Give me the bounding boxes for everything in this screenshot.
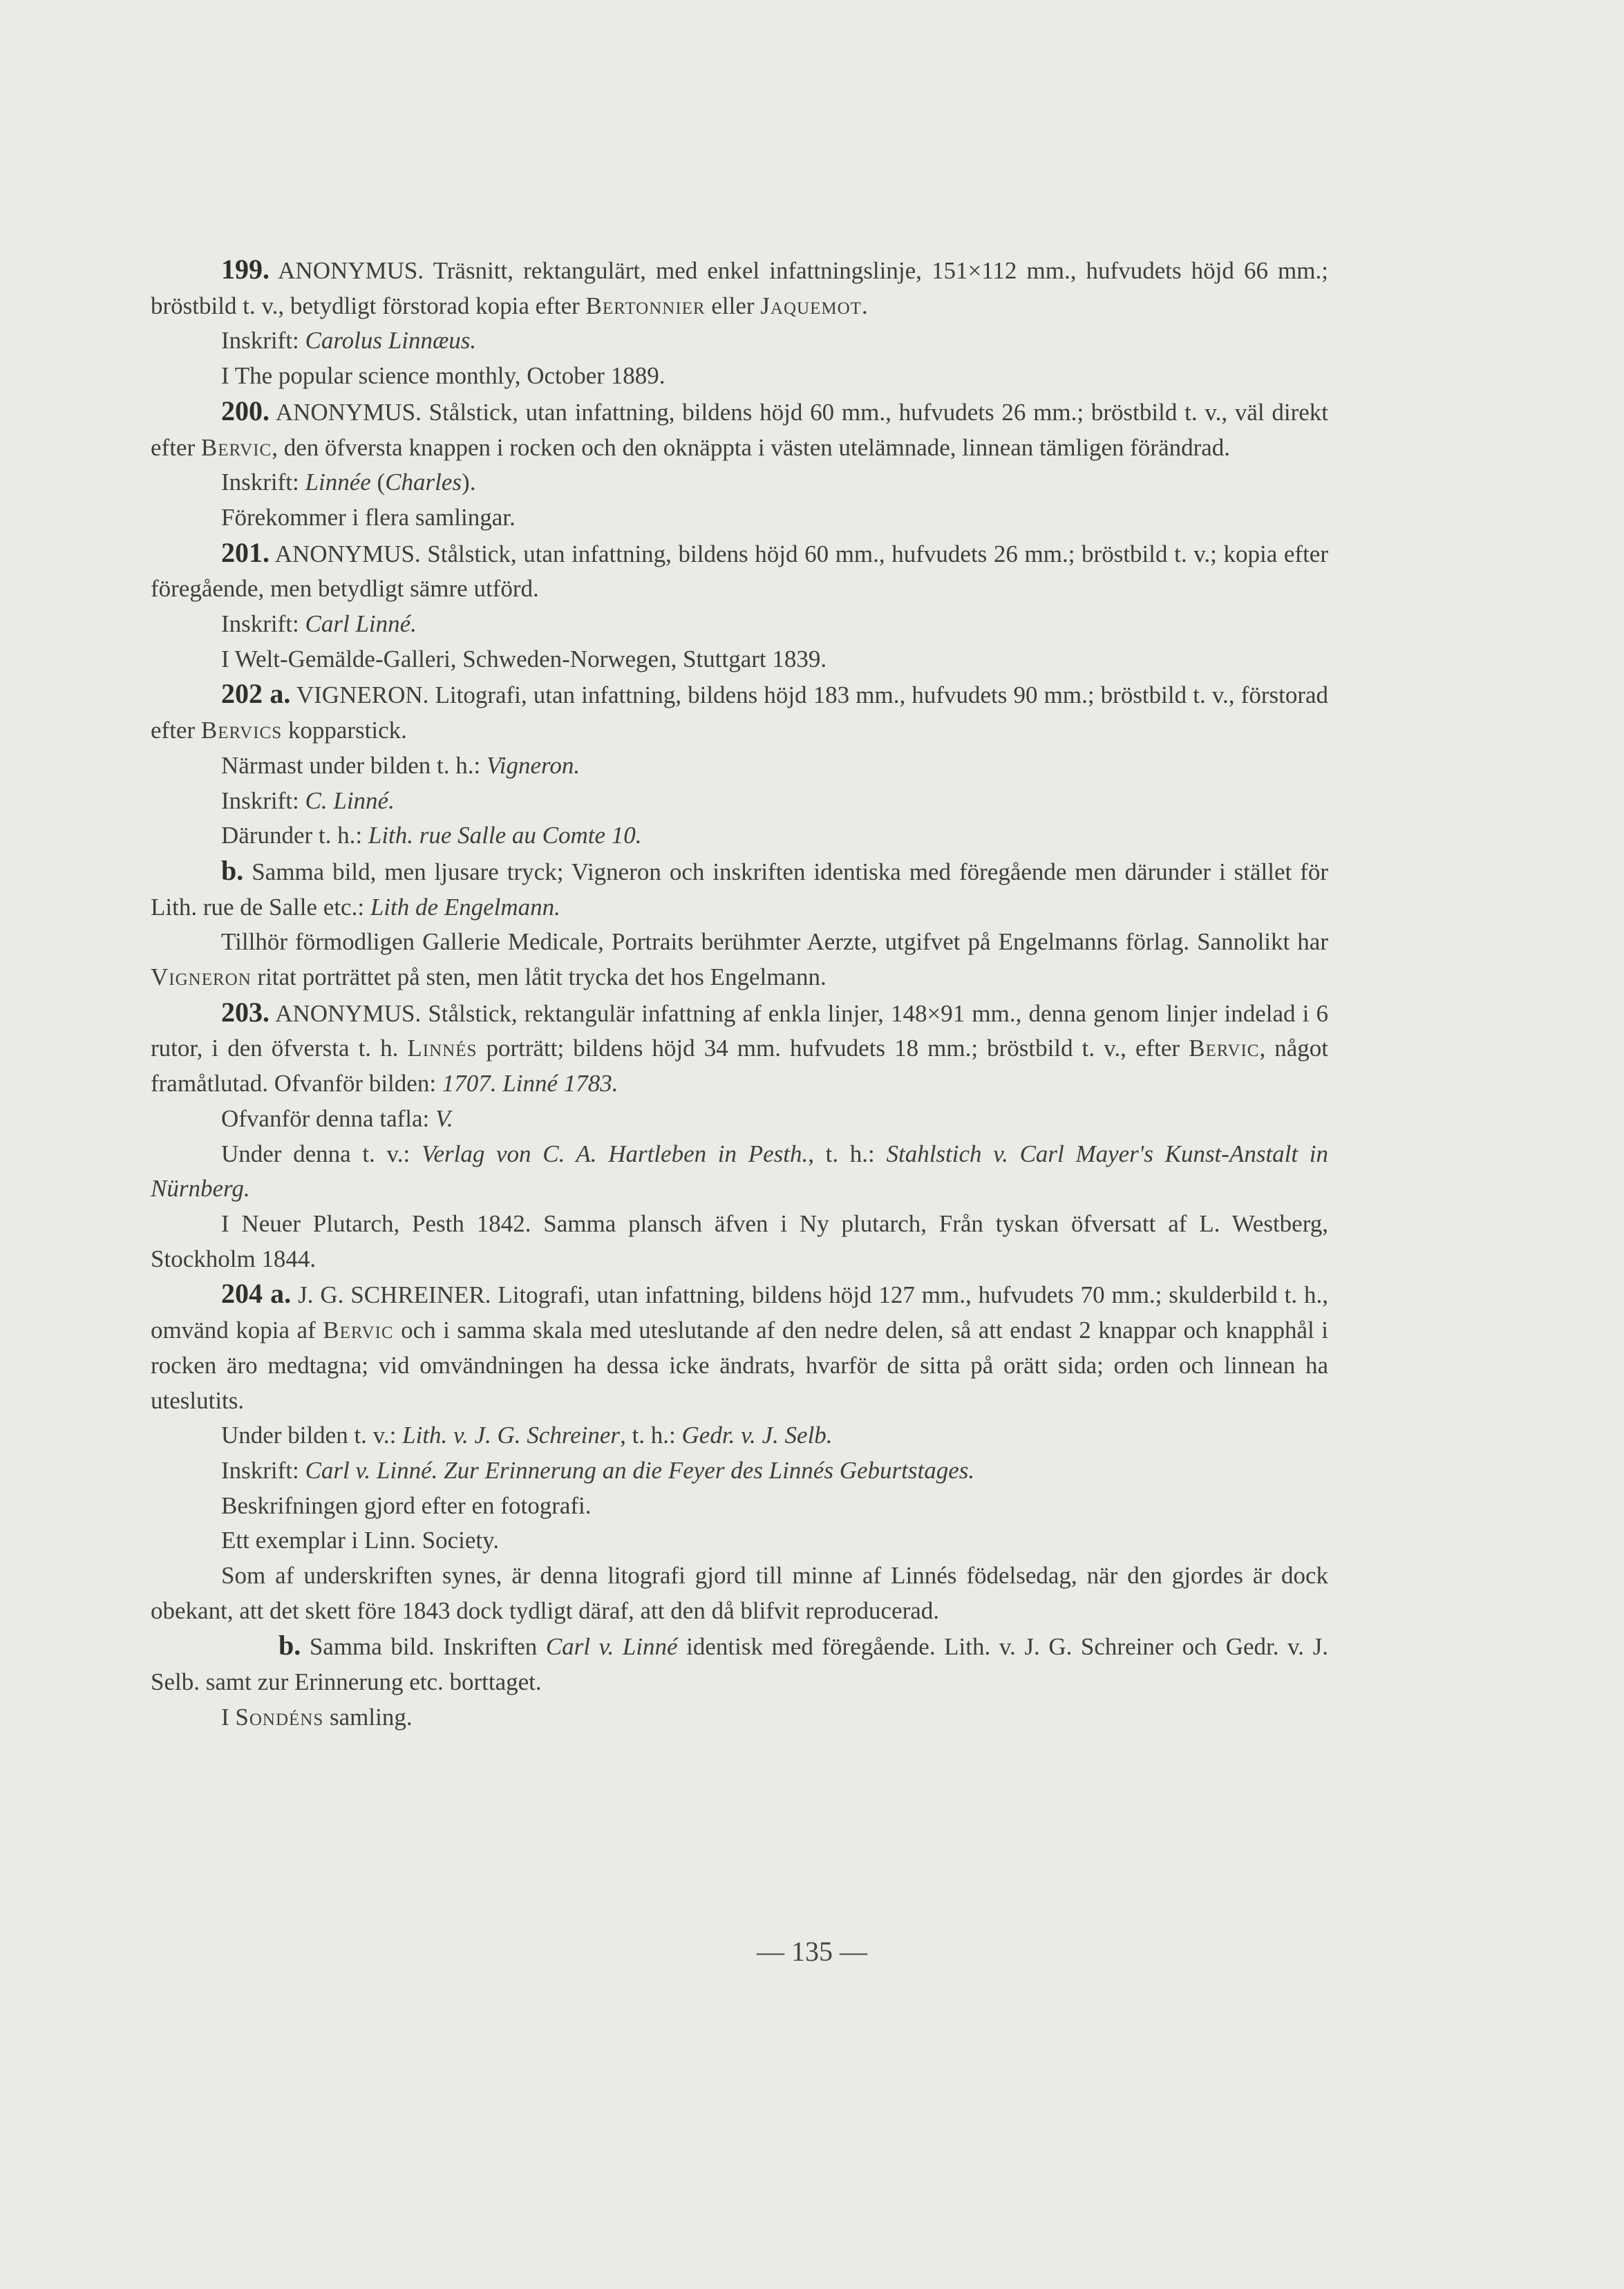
note-line: Beskrifningen gjord efter en fotografi. [221,1491,592,1519]
note-line: Ett exemplar i Linn. Society. [221,1527,500,1554]
entry-number: 200. [221,395,270,426]
entry-202b: b. Samma bild, men ljusare tryck; Vigneron och inskriften identiska med föregående men därunder i stället för Lith. rue de Salle etc.: Lith de Engelmann. [151,854,1328,921]
entry-203: 203. ANONYMUS. Stålstick, rektangulär infattning af enkla linjer, 148×91 mm., denna genom linjer indelad i 6 rutor, i den öfversta t. h. Linnés porträtt; bildens höjd 34 mm. hufvudets 18 mm.; bröstbild t. v., efter Bervic, något framåtlutad. Ofvanför bilden: 1707. Linné 1783. [151,996,1329,1098]
inscription-line: Inskrift: C. Linné. [221,786,395,814]
entry-number: 204 a. [221,1278,292,1310]
entry-200: 200. ANONYMUS. Stålstick, utan infattning, bildens höjd 60 mm., hufvudets 26 mm.; bröstbild t. v., väl direkt efter Bervic, den öfversta knappen i rocken och den oknäppta i västen utelämnade, linnean tämligen förändrad. [151,395,1328,461]
note-paragraph: Som af underskriften synes, är denna litografi gjord till minne af Linnés födelsedag, när den gjordes är dock obekant, att det skett före 1843 dock tydligt däraf, att den då blifvit reproducerad. [151,1562,1328,1624]
page-body [151,252,1328,1735]
caption-line: Därunder t. h.: Lith. rue Salle au Comte 10. [221,822,642,849]
entry-number: 202 a. [221,678,291,710]
entry-number: 199. [221,254,270,285]
note-line: Förekommer i flera samlingar. [221,503,516,531]
caption-line: Under denna t. v.: Verlag von C. A. Hartleben in Pesth., t. h.: Stahlstich v. Carl Mayer's Kunst-Anstalt in Nürnberg. [151,1140,1329,1203]
caption-line: Under bilden t. v.: Lith. v. J. G. Schreiner, t. h.: Gedr. v. J. Selb. [221,1422,833,1449]
source-line: I Welt-Gemälde-Galleri, Schweden-Norwegen, Stuttgart 1839. [221,645,827,672]
inscription-line: Inskrift: Carl v. Linné. Zur Erinnerung an die Feyer des Linnés Geburtstages. [221,1456,975,1484]
inscription-line: Inskrift: Linnée (Charles). [221,469,476,496]
entry-204a: 204 a. J. G. SCHREINER. Litografi, utan infattning, bildens höjd 127 mm., hufvudets 70 mm.; skulderbild t. h., omvänd kopia af Bervic och i samma skala med uteslutande af den nedre delen, så att endast 2 knappar och knapphål i rocken äro medtagna; vid omvändningen ha dessa icke ändrats, hvarför de sitta på orätt sida; orden och linnean ha uteslutits. [151,1278,1329,1414]
inscription-line: Inskrift: Carl Linné. [221,610,417,638]
source-line: I Neuer Plutarch, Pesth 1842. Samma plansch äfven i Ny plutarch, Från tyskan öfversatt af L. Westberg, Stockholm 1844. [151,1209,1328,1272]
entry-199: 199. ANONYMUS. Träsnitt, rektangulärt, med enkel infattningslinje, 151×112 mm., hufvudets höjd 66 mm.; bröstbild t. v., betydligt förstorad kopia efter Bertonnier eller Jaquemot. [151,254,1328,319]
entry-201: 201. ANONYMUS. Stålstick, utan infattning, bildens höjd 60 mm., hufvudets 26 mm.; bröstbild t. v.; kopia efter föregående, men betydligt sämre utförd. [151,536,1328,603]
caption-line: Ofvanför denna tafla: V. [221,1104,453,1132]
entry-number: 203. [221,996,270,1028]
entry-letter: b. [221,854,244,886]
entry-letter: b. [278,1630,301,1661]
page-number: — 135 — [757,1936,867,1967]
entry-number: 201. [221,536,270,568]
entry-204b: b. Samma bild. Inskriften Carl v. Linné identisk med föregående. Lith. v. J. G. Schreiner och Gedr. v. J. Selb. samt zur Erinnerung etc. borttaget. [151,1630,1328,1696]
inscription-line: Inskrift: Carolus Linnæus. [221,327,477,355]
caption-line: Närmast under bilden t. h.: Vigneron. [221,751,580,779]
source-line: I The popular science monthly, October 1889. [221,362,665,390]
entry-202a: 202 a. VIGNERON. Litografi, utan infattning, bildens höjd 183 mm., hufvudets 90 mm.; bröstbild t. v., förstorad efter Bervics kopparstick. [151,678,1329,744]
source-line: I Sondéns samling. [221,1703,413,1731]
note-paragraph: Tillhör förmodligen Gallerie Medicale, Portraits berühmter Aerzte, utgifvet på Engelmanns förlag. Sannolikt har Vigneron ritat porträttet på sten, men låtit trycka det hos Engelmann. [151,928,1328,991]
